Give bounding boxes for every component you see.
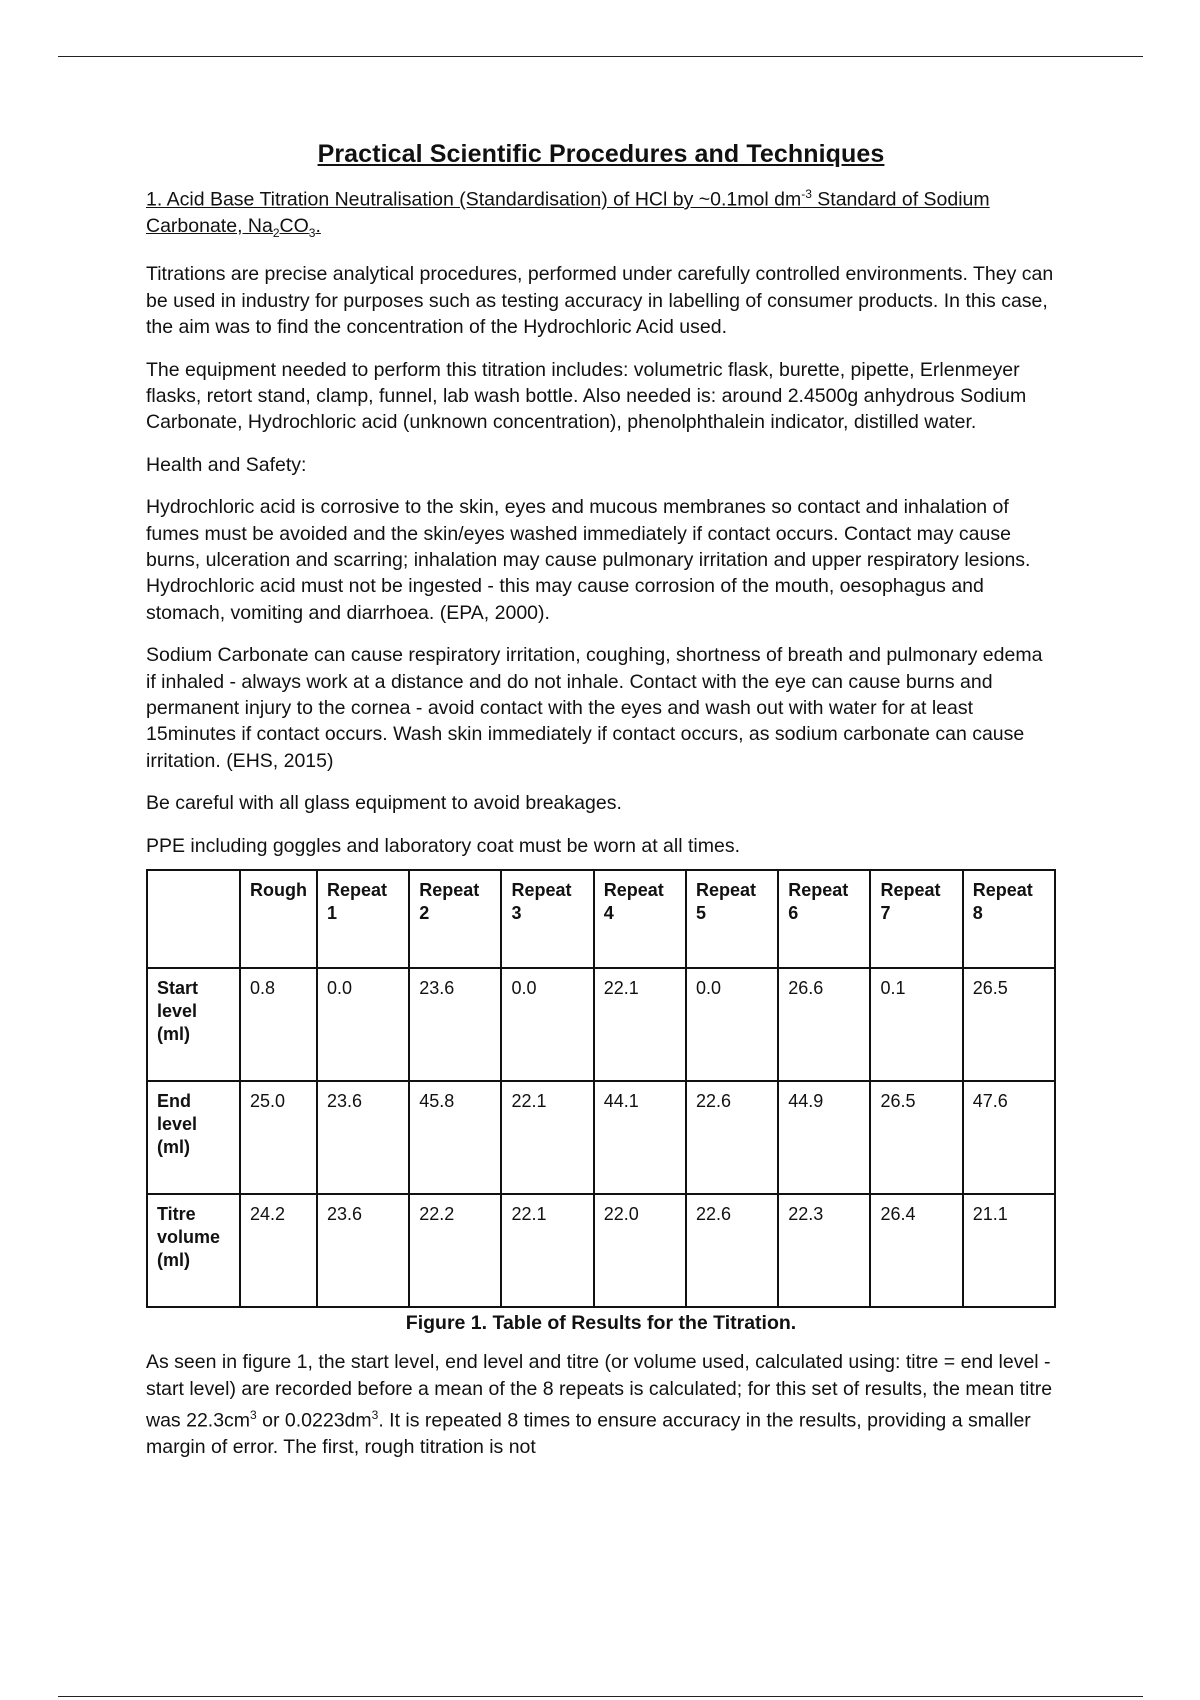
header-rule bbox=[58, 56, 1143, 57]
table-header-cell: Repeat 5 bbox=[686, 870, 778, 968]
table-cell: 0.1 bbox=[870, 968, 962, 1081]
table-row bbox=[147, 1081, 1055, 1194]
conclusion-paragraph bbox=[146, 1349, 1056, 1460]
table-cell: 0.0 bbox=[686, 968, 778, 1081]
row-label: Start level (ml) bbox=[147, 968, 240, 1081]
heading-part3: CO bbox=[279, 214, 309, 237]
table-cell: 44.1 bbox=[594, 1081, 686, 1194]
table-cell: 0.0 bbox=[501, 968, 593, 1081]
table-cell: 22.6 bbox=[686, 1081, 778, 1194]
row-label: End level (ml) bbox=[147, 1081, 240, 1194]
table-header-cell: Repeat 1 bbox=[317, 870, 409, 968]
table-cell: 22.1 bbox=[501, 1081, 593, 1194]
heading-part4: . bbox=[315, 214, 321, 237]
hcl-safety-paragraph: Hydrochloric acid is corrosive to the skin, eyes and mucous membranes so contact and inhalation of fumes must be avoided and the skin/eyes washed immediately if contact occurs. Contact may cause burns, ulceration and scarring; inhalation may cause pulmonary irritation and upper respiratory lesions. Hydrochloric acid must not be ingested - this may cause corrosion of the mouth, oesophagus and stomach, vomiting and diarrhoea. (EPA, 2000). bbox=[146, 496, 1031, 624]
table-cell: 22.3 bbox=[778, 1194, 870, 1307]
conclusion-part2: or 0.0223dm bbox=[256, 1409, 372, 1432]
table-cell: 26.5 bbox=[963, 968, 1055, 1081]
table-cell: 26.4 bbox=[870, 1194, 962, 1307]
table-cell: 21.1 bbox=[963, 1194, 1055, 1307]
heading-part2: Standard of Sodium Carbonate, Na bbox=[146, 188, 990, 237]
table-header-cell bbox=[147, 870, 240, 968]
intro-paragraph: Titrations are precise analytical procedures, performed under carefully controlled environments. They can be used in industry for purposes such as testing accuracy in labelling of consumer products. In this case, the aim was to find the concentration of the Hydrochloric Acid used. bbox=[146, 263, 1054, 339]
heading-subscript-1: 2 bbox=[272, 225, 280, 240]
results-table bbox=[146, 869, 1056, 1308]
row-label: Titre volume (ml) bbox=[147, 1194, 240, 1307]
section-heading bbox=[146, 181, 1056, 245]
table-cell: 26.5 bbox=[870, 1081, 962, 1194]
table-cell: 22.2 bbox=[409, 1194, 501, 1307]
table-header-cell: Repeat 2 bbox=[409, 870, 501, 968]
figure-caption: Figure 1. Table of Results for the Titration. bbox=[405, 1312, 797, 1335]
document-body bbox=[146, 140, 1056, 1476]
table-cell: 24.2 bbox=[240, 1194, 317, 1307]
table-cell: 22.1 bbox=[501, 1194, 593, 1307]
heading-exponent: -3 bbox=[801, 187, 812, 201]
table-header-cell: Repeat 6 bbox=[778, 870, 870, 968]
sodium-carbonate-safety-paragraph: Sodium Carbonate can cause respiratory irritation, coughing, shortness of breath and pulmonary edema if inhaled - always work at a distance and do not inhale. Contact with the eye can cause burns and permanent injury to the cornea - avoid contact with the eyes and wash out with water for at least 15minutes if contact occurs. Wash skin immediately if contact occurs, as sodium carbonate can cause irritation. (EHS, 2015) bbox=[146, 644, 1043, 772]
table-cell: 23.6 bbox=[317, 1194, 409, 1307]
table-cell: 0.0 bbox=[317, 968, 409, 1081]
table-cell: 25.0 bbox=[240, 1081, 317, 1194]
table-cell: 22.6 bbox=[686, 1194, 778, 1307]
glass-safety-paragraph: Be careful with all glass equipment to avoid breakages. bbox=[146, 792, 622, 815]
table-header-cell: Repeat 7 bbox=[870, 870, 962, 968]
conclusion-part3: . It is repeated 8 times to ensure accuracy in the results, providing a smaller margin of error. The first, rough titration is not bbox=[146, 1409, 1031, 1458]
table-cell: 22.1 bbox=[594, 968, 686, 1081]
table-cell: 23.6 bbox=[317, 1081, 409, 1194]
table-cell: 47.6 bbox=[963, 1081, 1055, 1194]
table-cell: 44.9 bbox=[778, 1081, 870, 1194]
conclusion-exponent-2: 3 bbox=[371, 1407, 379, 1422]
health-safety-heading: Health and Safety: bbox=[146, 453, 307, 476]
table-header-cell: Repeat 4 bbox=[594, 870, 686, 968]
table-cell: 26.6 bbox=[778, 968, 870, 1081]
heading-subscript-2: 3 bbox=[308, 225, 316, 240]
table-cell: 22.0 bbox=[594, 1194, 686, 1307]
table-row bbox=[147, 1194, 1055, 1307]
heading-part1: 1. Acid Base Titration Neutralisation (Standardisation) of HCl by ~0.1mol dm bbox=[146, 188, 802, 211]
table-cell: 23.6 bbox=[409, 968, 501, 1081]
table-header-row bbox=[147, 870, 1055, 968]
table-cell: 45.8 bbox=[409, 1081, 501, 1194]
footer-rule bbox=[58, 1696, 1143, 1697]
table-header-cell: Repeat 8 bbox=[963, 870, 1055, 968]
page-title: Practical Scientific Procedures and Techniques bbox=[317, 140, 885, 168]
table-header-cell: Rough bbox=[240, 870, 317, 968]
table-row bbox=[147, 968, 1055, 1081]
equipment-paragraph: The equipment needed to perform this titration includes: volumetric flask, burette, pipette, Erlenmeyer flasks, retort stand, clamp, funnel, lab wash bottle. Also needed is: around 2.4500g anhydrous Sodium Carbonate, Hydrochloric acid (unknown concentration), phenolphthalein indicator, distilled water. bbox=[146, 358, 1027, 434]
table-cell: 0.8 bbox=[240, 968, 317, 1081]
conclusion-part1: As seen in figure 1, the start level, end level and titre (or volume used, calculated using: titre = end level - start level) are recorded before a mean of the 8 repeats is calculated; for this set of results, the mean titre was 22.3cm bbox=[146, 1351, 1053, 1432]
ppe-paragraph: PPE including goggles and laboratory coat must be worn at all times. bbox=[146, 834, 740, 857]
table-header-cell: Repeat 3 bbox=[501, 870, 593, 968]
conclusion-exponent-1: 3 bbox=[250, 1407, 257, 1422]
